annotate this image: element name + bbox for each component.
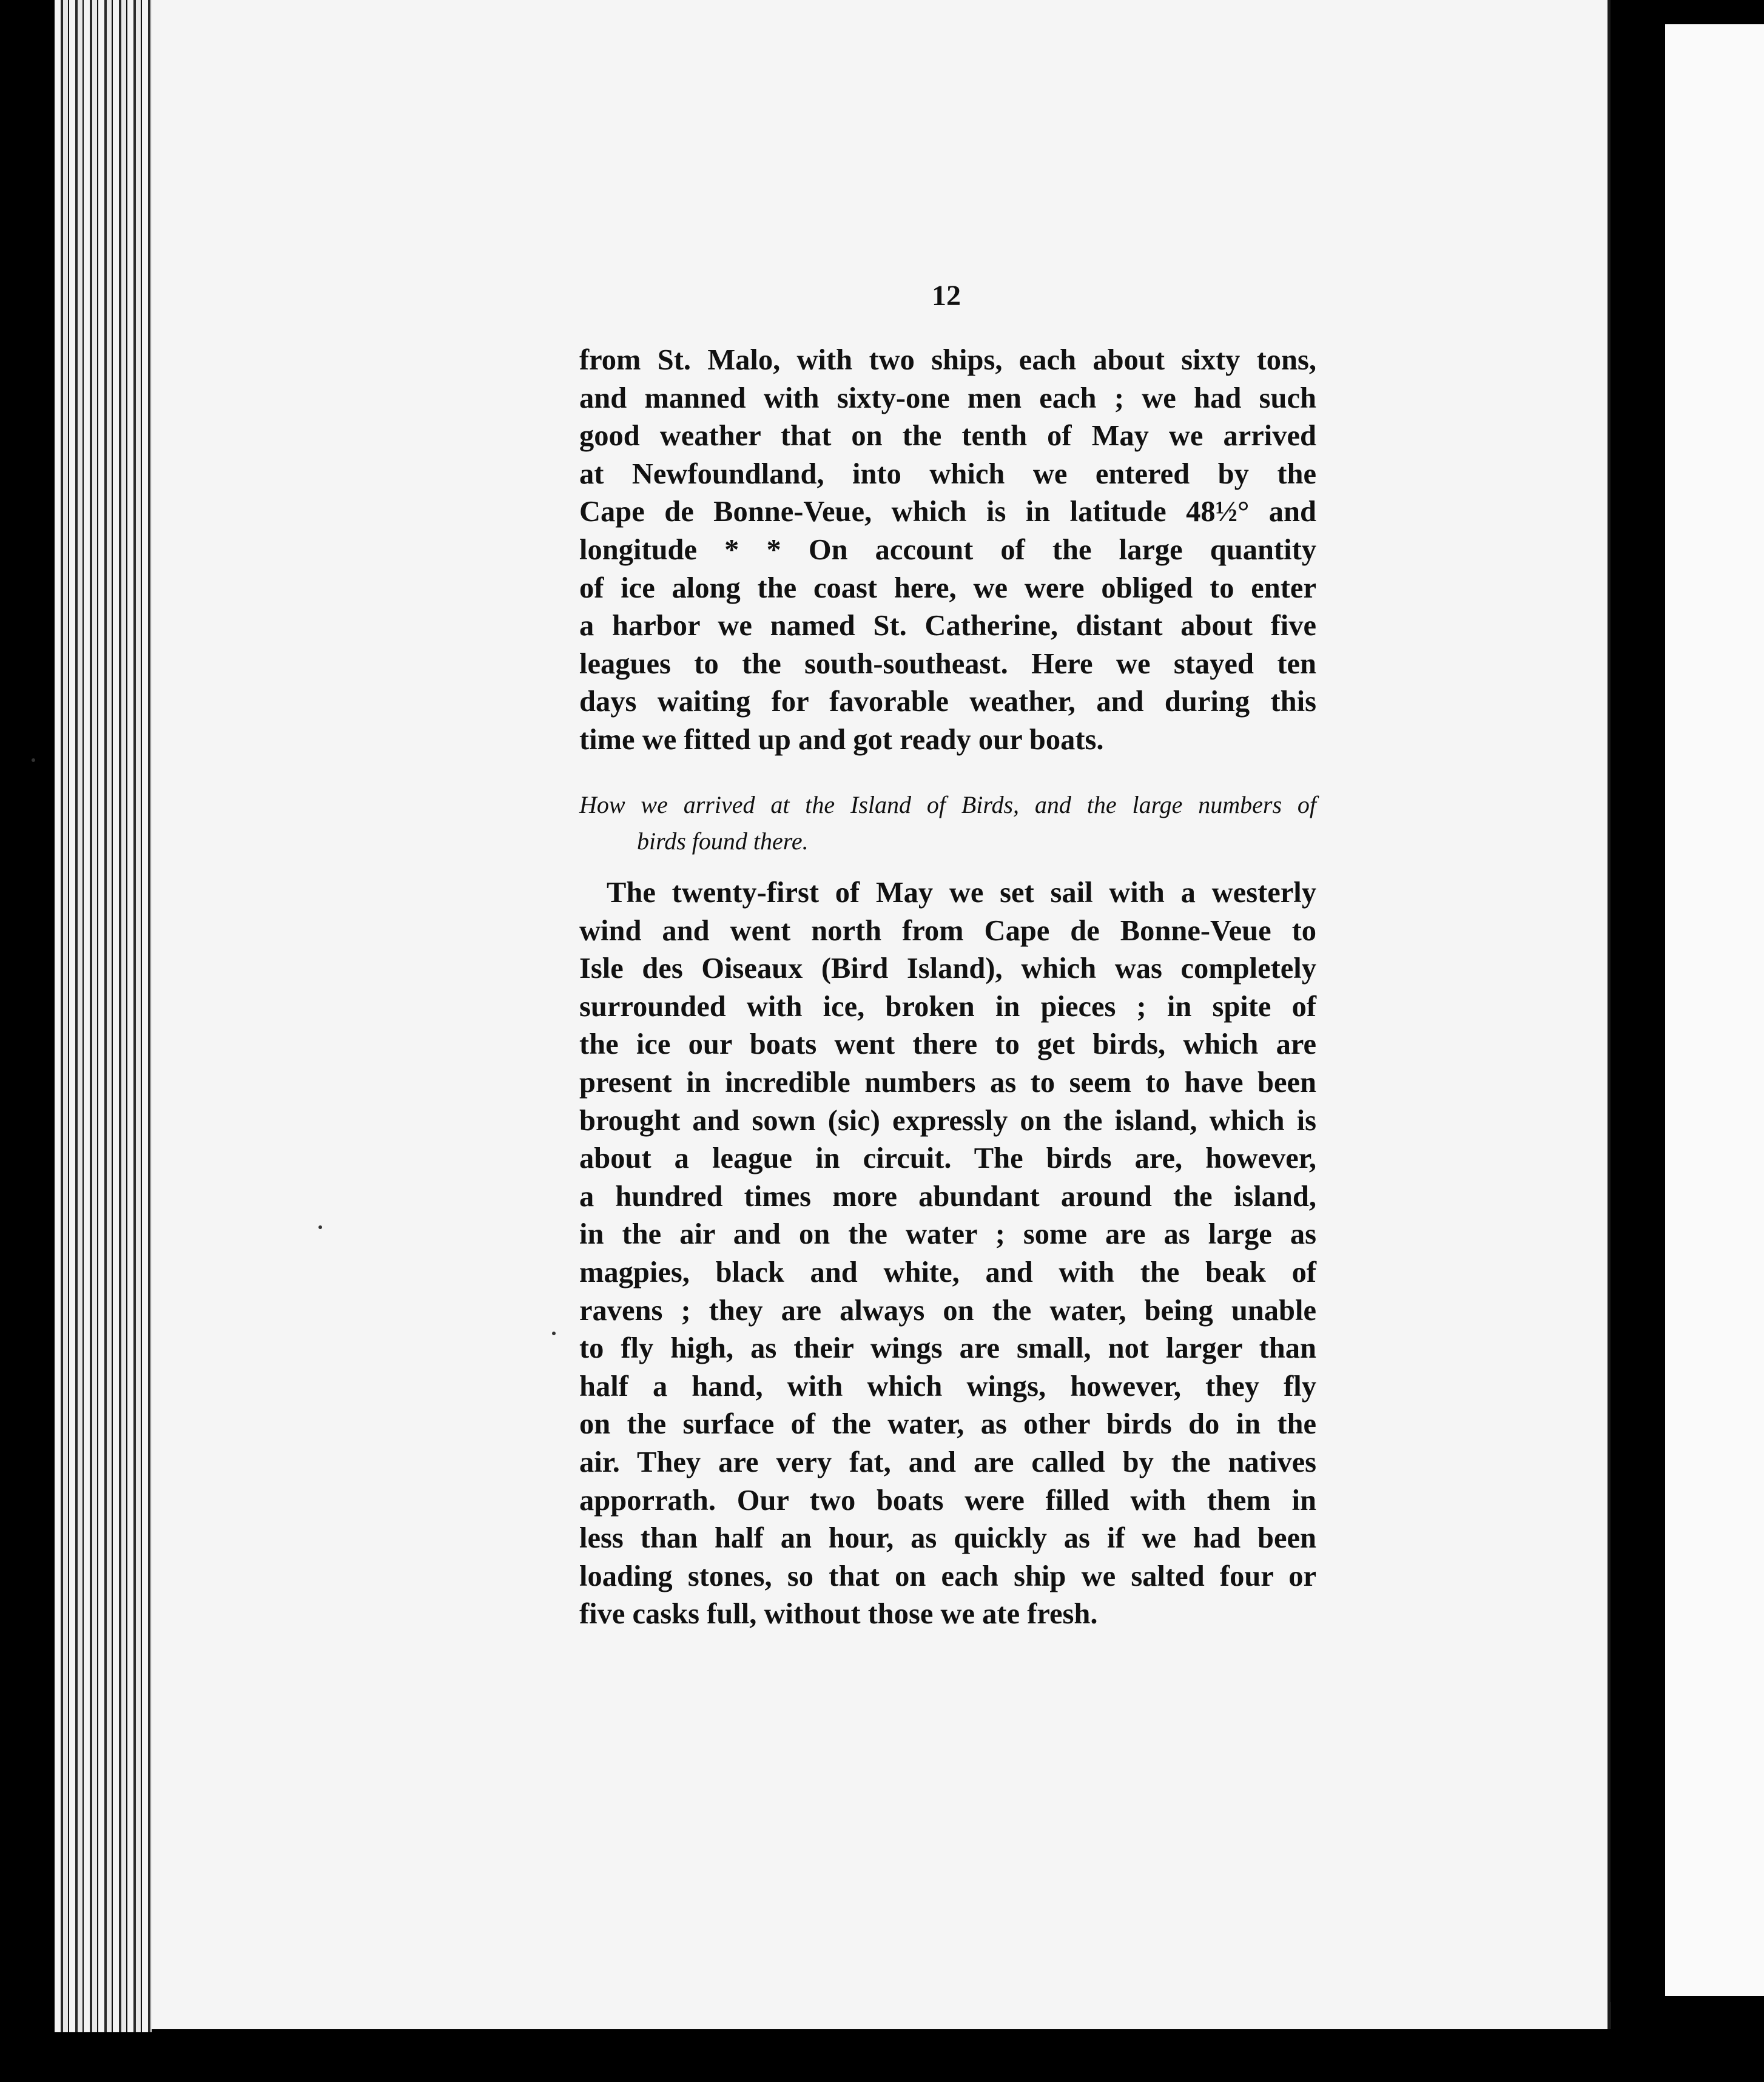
page-stack-edges xyxy=(55,0,152,2035)
paragraph-2 xyxy=(579,874,1316,1634)
text-line: in the air and on the water ; some are as large as xyxy=(579,1218,1316,1251)
text-line: at Newfoundland, into which we entered by the xyxy=(579,457,1316,490)
binding-shadow xyxy=(1611,0,1665,2002)
text-line: a harbor we named St. Catherine, distant about five xyxy=(579,610,1316,642)
text-line: Cape de Bonne-Veue, which is in latitude 48½° and xyxy=(579,496,1316,528)
paragraph-1 xyxy=(579,342,1316,760)
facing-page-edge xyxy=(1665,24,1764,1996)
text-line: present in incredible numbers as to seem to have been xyxy=(579,1066,1316,1099)
text-line: half a hand, with which wings, however, they fly xyxy=(579,1370,1316,1403)
text-line: and manned with sixty-one men each ; we had such xyxy=(579,382,1316,414)
text-line: to fly high, as their wings are small, not larger than xyxy=(579,1332,1316,1365)
text-line: ravens ; they are always on the water, being unable xyxy=(579,1294,1316,1327)
text-line: wind and went north from Cape de Bonne-Veue to xyxy=(579,914,1316,947)
text-line: five casks full, without those we ate fresh. xyxy=(579,1598,1098,1631)
text-line: on the surface of the water, as other birds do in the xyxy=(579,1408,1316,1441)
text-line: The twenty-first of May we set sail with a westerly xyxy=(607,877,1316,909)
text-line: surrounded with ice, broken in pieces ; in spite of xyxy=(579,990,1316,1023)
text-line: time we fitted up and got ready our boats. xyxy=(579,723,1104,756)
text-line: longitude * * On account of the large quantity xyxy=(579,533,1316,566)
heading-line: birds found there. xyxy=(637,827,809,855)
scan-border xyxy=(0,2032,1764,2082)
scan-speck xyxy=(32,758,35,762)
heading-line: How we arrived at the Island of Birds, and the large numbers of xyxy=(579,791,1316,818)
text-line: magpies, black and white, and with the beak of xyxy=(579,1256,1316,1289)
text-line: a hundred times more abundant around the island, xyxy=(579,1180,1316,1213)
text-line: loading stones, so that on each ship we salted four or xyxy=(579,1560,1316,1592)
text-line: the ice our boats went there to get birds, which are xyxy=(579,1028,1316,1061)
text-line: Isle des Oiseaux (Bird Island), which was completely xyxy=(579,952,1316,985)
text-line: about a league in circuit. The birds are, however, xyxy=(579,1142,1316,1175)
text-line: from St. Malo, with two ships, each about sixty tons, xyxy=(579,344,1316,376)
text-line: good weather that on the tenth of May we arrived xyxy=(579,420,1316,453)
text-line: brought and sown (sic) expressly on the island, which is xyxy=(579,1104,1316,1137)
text-line: leagues to the south-southeast. Here we stayed ten xyxy=(579,647,1316,680)
text-line: apporrath. Our two boats were filled with them in xyxy=(579,1484,1316,1517)
section-heading xyxy=(579,787,1316,860)
text-line: less than half an hour, as quickly as if we had been xyxy=(579,1522,1316,1555)
text-line: days waiting for favorable weather, and during this xyxy=(579,686,1316,718)
text-line: of ice along the coast here, we were obliged to enter xyxy=(579,571,1316,604)
page-number: 12 xyxy=(932,280,961,312)
scan-speck xyxy=(318,1225,322,1229)
text-line: air. They are very fat, and are called by the natives xyxy=(579,1446,1316,1478)
scan-speck xyxy=(552,1332,556,1335)
